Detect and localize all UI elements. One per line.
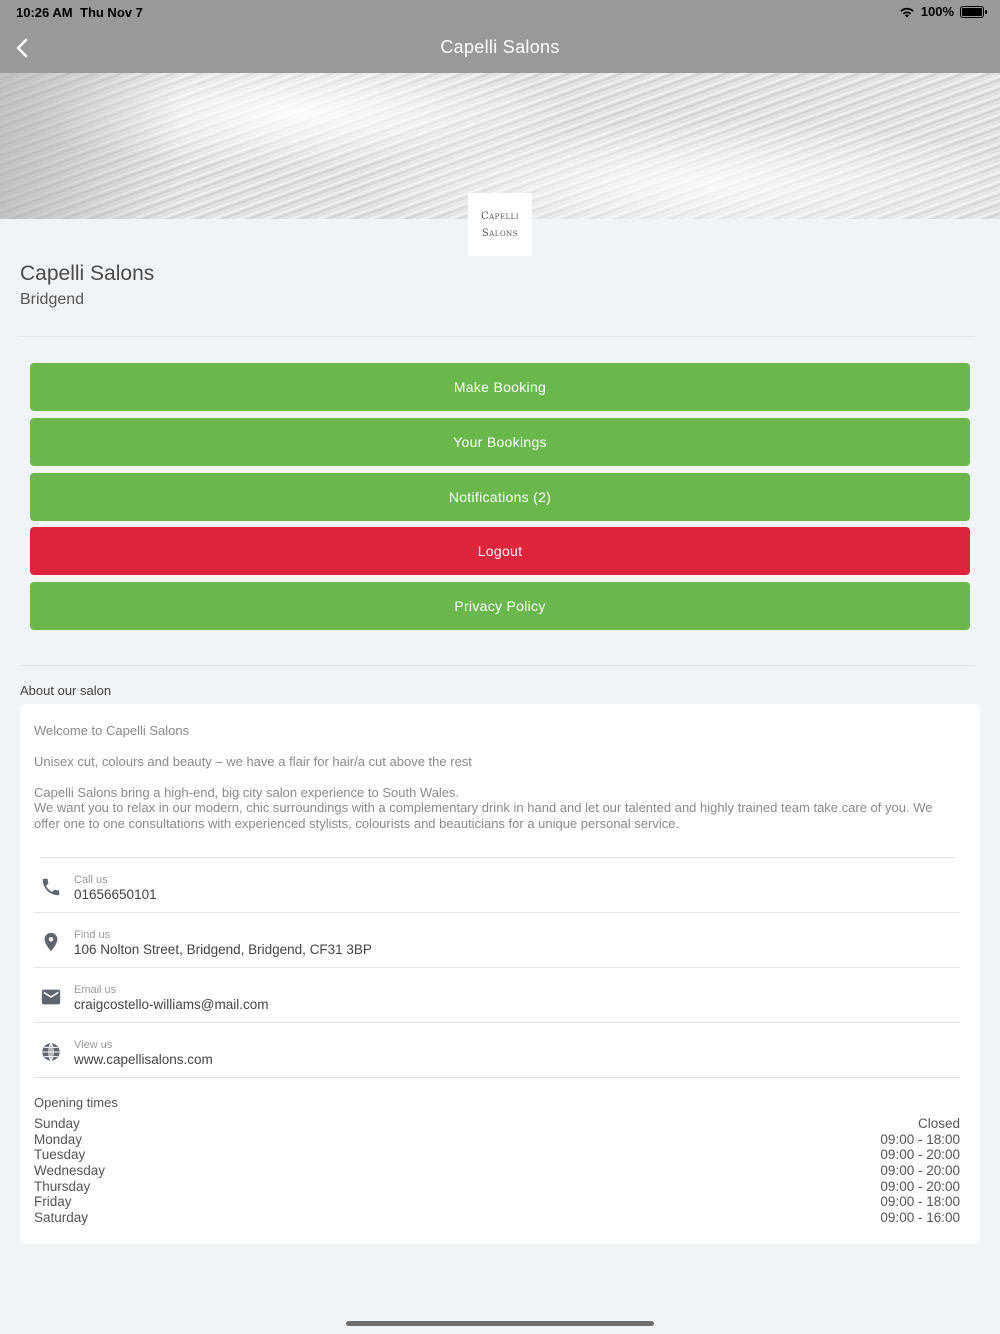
status-bar (0, 0, 1000, 24)
notifications-button[interactable]: Notifications (2) (30, 473, 970, 521)
opening-times-title: Opening times (34, 1095, 118, 1110)
day-label: Friday (34, 1194, 72, 1210)
home-indicator[interactable] (346, 1321, 654, 1326)
hours-row (34, 1210, 960, 1226)
divider (20, 665, 975, 666)
status-time: 10:26 AM (16, 5, 73, 20)
status-right (899, 4, 984, 19)
your-bookings-button[interactable]: Your Bookings (30, 418, 970, 466)
status-date: Thu Nov 7 (80, 5, 143, 20)
location-pin-icon (40, 931, 62, 953)
hours-row (34, 1132, 960, 1148)
hours-row (34, 1116, 960, 1132)
logo-line-1: Capelli (480, 211, 520, 222)
opening-hours-list (34, 1116, 960, 1226)
divider (34, 1077, 960, 1078)
envelope-icon (40, 986, 62, 1008)
email-link[interactable]: craigcostello-williams@mail.com (74, 997, 269, 1012)
salon-logo (468, 193, 532, 256)
divider (20, 336, 975, 337)
hours-value: Closed (917, 1116, 960, 1131)
email-label: Email us (74, 984, 117, 996)
about-paragraph-1: Capelli Salons bring a high-end, big city salon experience to South Wales. (34, 785, 460, 800)
hours-value: 09:00 - 16:00 (880, 1210, 960, 1226)
day-label: Thursday (34, 1178, 91, 1194)
privacy-policy-button[interactable]: Privacy Policy (30, 582, 970, 630)
about-card (20, 704, 980, 1244)
day-label: Saturday (34, 1210, 89, 1226)
phone-number-link[interactable]: 01656650101 (74, 887, 157, 902)
divider (40, 857, 955, 858)
make-booking-button[interactable]: Make Booking (30, 363, 970, 411)
hours-row (34, 1147, 960, 1163)
call-label: Call us (74, 874, 108, 886)
page-title: Capelli Salons (440, 37, 560, 57)
globe-icon (40, 1041, 62, 1063)
web-label: View us (74, 1039, 113, 1051)
day-label: Monday (34, 1131, 83, 1147)
hours-value: 09:00 - 20:00 (880, 1163, 960, 1179)
about-welcome: Welcome to Capelli Salons (34, 723, 190, 738)
hours-row (34, 1179, 960, 1195)
website-link[interactable]: www.capellisalons.com (74, 1052, 213, 1067)
divider (34, 912, 960, 913)
hours-row (34, 1163, 960, 1179)
find-label: Find us (74, 929, 111, 941)
battery-icon (960, 6, 984, 18)
divider (34, 967, 960, 968)
about-tagline: Unisex cut, colours and beauty – we have a flair for hair/a cut above the rest (34, 754, 472, 769)
hours-value: 09:00 - 18:00 (880, 1131, 960, 1147)
salon-name: Capelli Salons (20, 262, 155, 285)
day-label: Tuesday (34, 1147, 86, 1163)
salon-location: Bridgend (20, 291, 85, 308)
phone-icon (40, 876, 62, 898)
wifi-icon (899, 6, 915, 18)
battery-percent: 100% (920, 4, 954, 19)
about-section-title: About our salon (20, 683, 112, 698)
hours-value: 09:00 - 20:00 (880, 1178, 960, 1194)
logout-button[interactable]: Logout (30, 527, 970, 575)
logo-line-2: Salons (481, 228, 519, 239)
hours-value: 09:00 - 18:00 (880, 1194, 960, 1210)
address-link[interactable]: 106 Nolton Street, Bridgend, Bridgend, CF31 3BP (74, 942, 372, 957)
hours-row (34, 1194, 960, 1210)
day-label: Sunday (34, 1116, 80, 1131)
about-paragraph-2: We want you to relax in our modern, chic surroundings with a complementary drink in hand and let our talented and highly trained team take care of you. We offer one to one consultations with experienced stylists, colourists and beauticians for a unique personal service. (34, 800, 933, 831)
day-label: Wednesday (34, 1163, 106, 1179)
hours-value: 09:00 - 20:00 (880, 1147, 960, 1163)
navigation-bar (0, 24, 1000, 73)
divider (34, 1022, 960, 1023)
